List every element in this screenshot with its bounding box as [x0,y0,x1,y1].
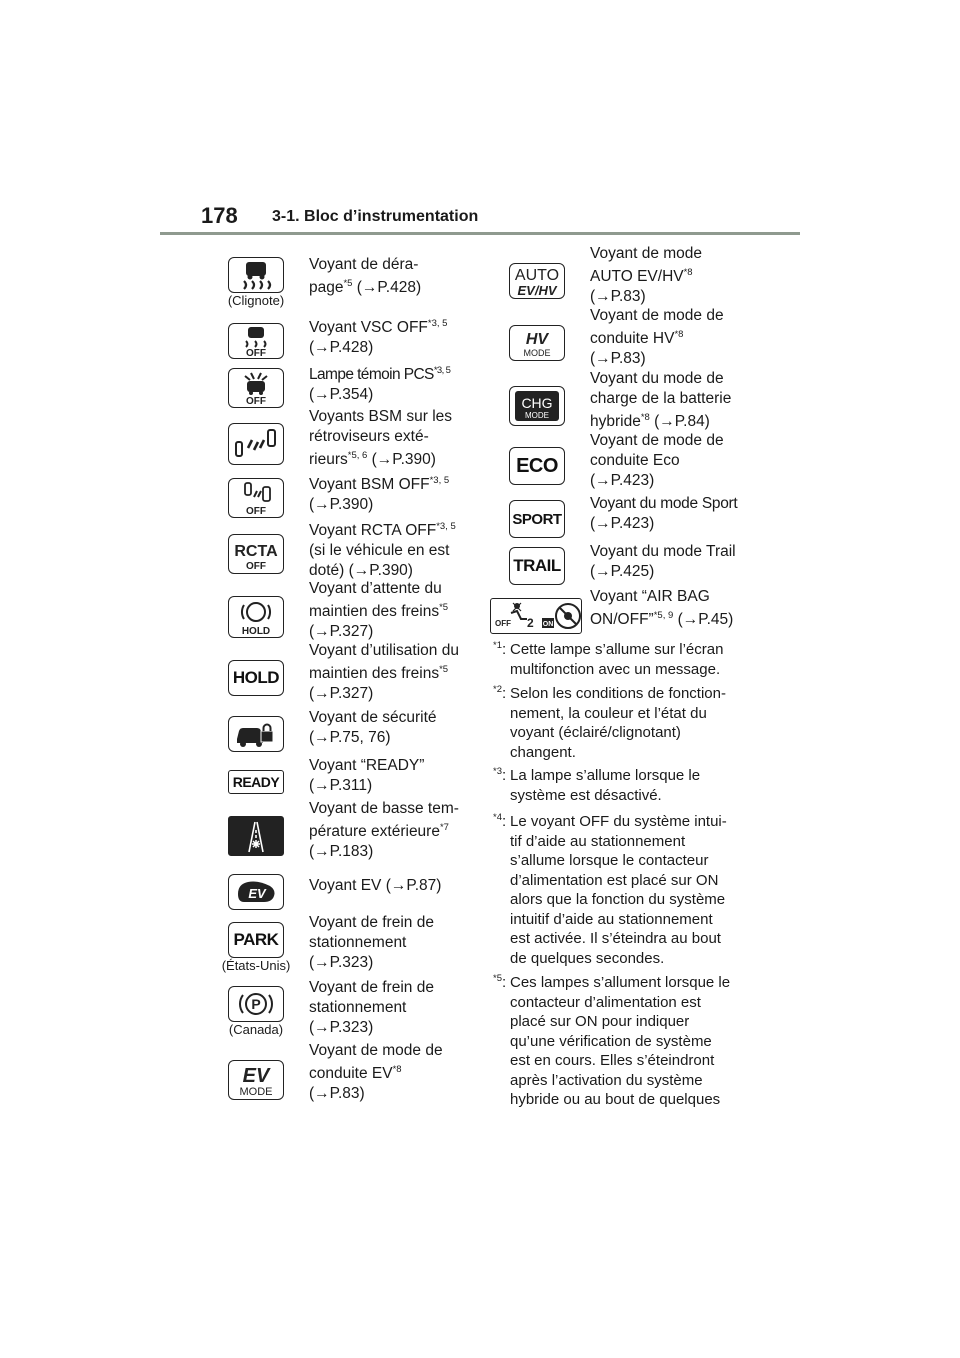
header-rule [160,232,800,235]
footnote-line: intuitif d’aide au stationnement [510,910,713,928]
desc-line: (si le véhicule en est [309,542,450,559]
desc-ev [309,876,441,896]
footnote-line: nement, la couleur et l’état du [510,704,707,722]
hv-mode-icon [509,325,565,361]
desc-hold-standby: Voyant d’attente du maintien des freins$^{*5}$ (→P.327) [309,580,449,640]
footnote-line: placé sur ON pour indiquer [510,1013,690,1030]
desc-line: Voyant de déra- [309,256,419,273]
desc-line: Voyant de frein de [309,979,434,996]
desc-low-temp: Voyant de basse tem- pérature extérieure$^{*7}$ (→P.183) [309,800,459,860]
footnote-line: changent. [510,743,576,761]
desc-line: (→P.423) [590,515,655,532]
airbag-2-label: 2 [527,616,534,630]
footnote-line: système est désactivé. [510,786,662,804]
footnote-line: La lampe s’allume lorsque le [510,767,701,784]
airbag-off-label: OFF [495,619,511,628]
desc-line: Voyant du mode de [590,370,724,387]
section-title: 3-1. Bloc d’instrumentation [272,208,479,225]
footnote-line: multifonction avec un message. [510,660,721,678]
desc-bsm-mirror: Voyants BSM sur les rétroviseurs exté- rieurs$^{*5, 6}$ (→P.390) [309,408,453,468]
desc-auto-ev-hv: Voyant de mode AUTO EV/HV$^{*8}$ (→P.83) [590,245,703,305]
desc-line: (→P.354) [309,386,374,403]
desc-line: (→P.423) [590,472,655,489]
desc-trail [590,542,736,582]
footnote-line: de quelques secondes. [510,949,665,967]
desc-bsm-off: Voyant BSM OFF$^{*3, 5}$ (→P.390) [309,474,450,513]
bsm-off-icon [228,478,284,518]
vsc-off-icon [228,323,284,359]
desc-line: (→P.327) [309,685,374,702]
footnote-line: d’alimentation est placé sur ON [510,871,719,889]
desc-line: Voyant de mode de [309,1042,443,1059]
park-label: PARK [233,930,279,949]
pcs-off-label: OFF [246,396,266,406]
desc-line: (→P.323) [309,954,374,971]
footnote-1: $^{*1}$: Cette lampe s’allume sur l’écran multifonction avec un message. [493,640,724,678]
trail-icon [509,547,565,585]
footnote-line: hybride ou au bout de quelques [510,1091,721,1108]
airbag-on-label: ON [542,621,554,628]
ready-label: READY [232,774,280,790]
desc-line: (→P.327) [309,623,374,640]
desc-line: (→P.323) [309,1019,374,1036]
footnote-2: $^{*2}$: Selon les conditions de fonction- nement, la couleur et l’état du voyant (éclairé/clignotant) changent. [493,684,726,761]
desc-eco [590,431,724,491]
desc-chg-mode: Voyant du mode de charge de la batterie hybride$^{*8}$ (→P.84) [590,370,732,430]
footnote-line: est activée. Il s’éteindra au bout [510,930,721,947]
desc-line: (→P.83) [590,350,646,367]
desc-line: Voyant de basse tem- [309,800,459,817]
hold-small-label: HOLD [241,626,271,637]
desc-line: (→P.75, 76) [309,729,391,746]
desc-line: Voyant de frein de [309,914,434,931]
parking-brake-canada-caption: (Canada) [228,1022,284,1037]
footnote-line: s’allume lorsque le contacteur [510,852,709,869]
desc-line: (→P.428) [309,339,374,356]
desc-line: Voyant d’utilisation du [309,642,459,659]
bsm-off-label: OFF [246,506,266,517]
ev-hv-label: EV/HV [517,283,557,298]
desc-line: Voyant de sécurité [309,709,437,726]
ready-icon [228,770,284,794]
footnote-line: est en cours. Elles s’éteindront [510,1052,715,1069]
ev-label: EV [248,886,266,901]
ev-icon [228,874,284,910]
sport-label: SPORT [512,510,562,528]
desc-airbag: Voyant “AIR BAG ON/OFF”$^{*5, 9}$ (→P.45) [590,588,734,628]
desc-line: Voyant du mode Sport [590,495,738,512]
hv-label: HV [525,331,549,348]
chg-mode-label: MODE [525,411,549,420]
hold-big-label: HOLD [232,668,280,687]
rcta-label: RCTA [234,543,278,560]
hv-mode-label: MODE [523,348,551,358]
desc-line: Voyant d’attente du [309,580,442,597]
desc-ready [309,756,424,796]
desc-line: (→P.83) [590,288,646,305]
desc-line: stationnement [309,999,407,1016]
airbag-on-off-icon [490,598,582,634]
desc-line: conduite Eco [590,452,680,469]
footnote-4: $^{*4}$: Le voyant OFF du système intui- tif d’aide au stationnement s’allume lorsque le contacteur d’alimentation est placé sur ON alors que la fonction du système intuitif d’aide au stationnement est activée. Il s’éteindra au bout de quelques secondes. [493,812,727,967]
skid-icon-caption: (Clignote) [227,293,285,308]
bsm-mirror-icon [228,423,284,465]
desc-rcta-off: Voyant RCTA OFF$^{*3, 5}$ (si le véhicule en est doté) (→P.390) [309,520,456,579]
desc-park [309,913,434,973]
desc-line: (→P.390) [309,496,374,513]
desc-line: Voyant “READY” [309,757,425,774]
desc-line: stationnement [309,934,407,951]
desc-pcs: Lampe témoin PCS$^{*3, 5}$ (→P.354) [309,364,451,403]
auto-ev-hv-icon [509,263,565,299]
chg-mode-icon [509,386,565,426]
footnote-line: voyant (éclairé/clignotant) [510,724,681,741]
footnote-line: alors que la fonction du système [510,891,726,908]
footnote-3: $^{*3}$: La lampe s’allume lorsque le système est désactivé. [493,766,701,804]
desc-hv-mode: Voyant de mode de conduite HV$^{*8}$ (→P.83) [590,307,724,367]
desc-parking-canada [309,978,434,1038]
desc-line: Voyant de mode de [590,307,724,324]
footnote-5: $^{*5}$: Ces lampes s’allument lorsque le contacteur d’alimentation est placé sur ON pour indiquer qu’une vérification de système est en cours. Elles s’éteindront après l’activation du système hybride ou au bout de quelques [493,973,731,1108]
page-number: 178 [201,203,238,228]
desc-line: Voyant de mode [590,245,703,262]
skid-icon [228,257,284,293]
desc-line: Voyant “AIR BAG [590,588,710,605]
rcta-off-icon [228,534,284,574]
desc-line: doté) (→P.390) [309,562,413,579]
p-label: P [251,996,261,1012]
ev-mode-icon [228,1060,284,1100]
desc-line: (→P.311) [309,777,373,794]
pcs-icon [228,368,284,408]
desc-line: (→P.83) [309,1085,365,1102]
security-icon [228,716,284,752]
brake-hold-standby-icon [228,596,284,638]
park-icon [228,922,284,958]
desc-line: (→P.183) [309,843,374,860]
footnote-line: tif d’aide au stationnement [510,832,686,850]
desc-line: charge de la batterie [590,390,732,407]
ev-mode-ev-label: EV [242,1065,270,1087]
auto-label: AUTO [514,267,560,284]
footnote-line: Ces lampes s’allument lorsque le [510,974,731,991]
footnote-line: contacteur d’alimentation est [510,993,701,1011]
low-temp-icon [228,816,284,856]
desc-skid: Voyant de déra- page$^{*5}$ (→P.428) [309,256,422,296]
desc-vsc-off: Voyant VSC OFF$^{*3, 5}$ (→P.428) [309,317,448,356]
vsc-off-label: OFF [246,348,266,358]
footnote-line: Selon les conditions de fonction- [510,685,726,702]
rcta-off-label: OFF [246,561,266,572]
ev-mode-mode-label: MODE [239,1086,273,1098]
footnote-line: après l’activation du système [510,1071,703,1089]
desc-security [309,708,437,748]
desc-line: Voyants BSM sur les [309,408,453,425]
chg-label: CHG [521,395,553,411]
desc-line: Voyant de mode de [590,432,724,449]
eco-label: ECO [516,454,558,477]
footnote-line: Le voyant OFF du système intui- [510,813,727,830]
trail-label: TRAIL [513,556,561,575]
eco-icon [509,447,565,485]
sport-icon [509,500,565,538]
desc-ev-mode: Voyant de mode de conduite EV$^{*8}$ (→P.83) [309,1042,443,1102]
parking-brake-canada-icon [228,986,284,1022]
park-icon-caption: (États-Unis) [221,958,291,973]
desc-line: Voyant EV (→P.87) [309,877,442,894]
desc-hold-operated: Voyant d’utilisation du maintien des freins$^{*5}$ (→P.327) [309,642,459,702]
footnote-line: Cette lampe s’allume sur l’écran [510,641,724,658]
brake-hold-operated-icon [228,660,284,696]
desc-line: rétroviseurs exté- [309,428,429,445]
desc-sport [590,494,737,534]
desc-line: (→P.425) [590,563,655,580]
footnote-line: qu’une vérification de système [510,1032,712,1050]
desc-line: Voyant du mode Trail [590,543,736,560]
